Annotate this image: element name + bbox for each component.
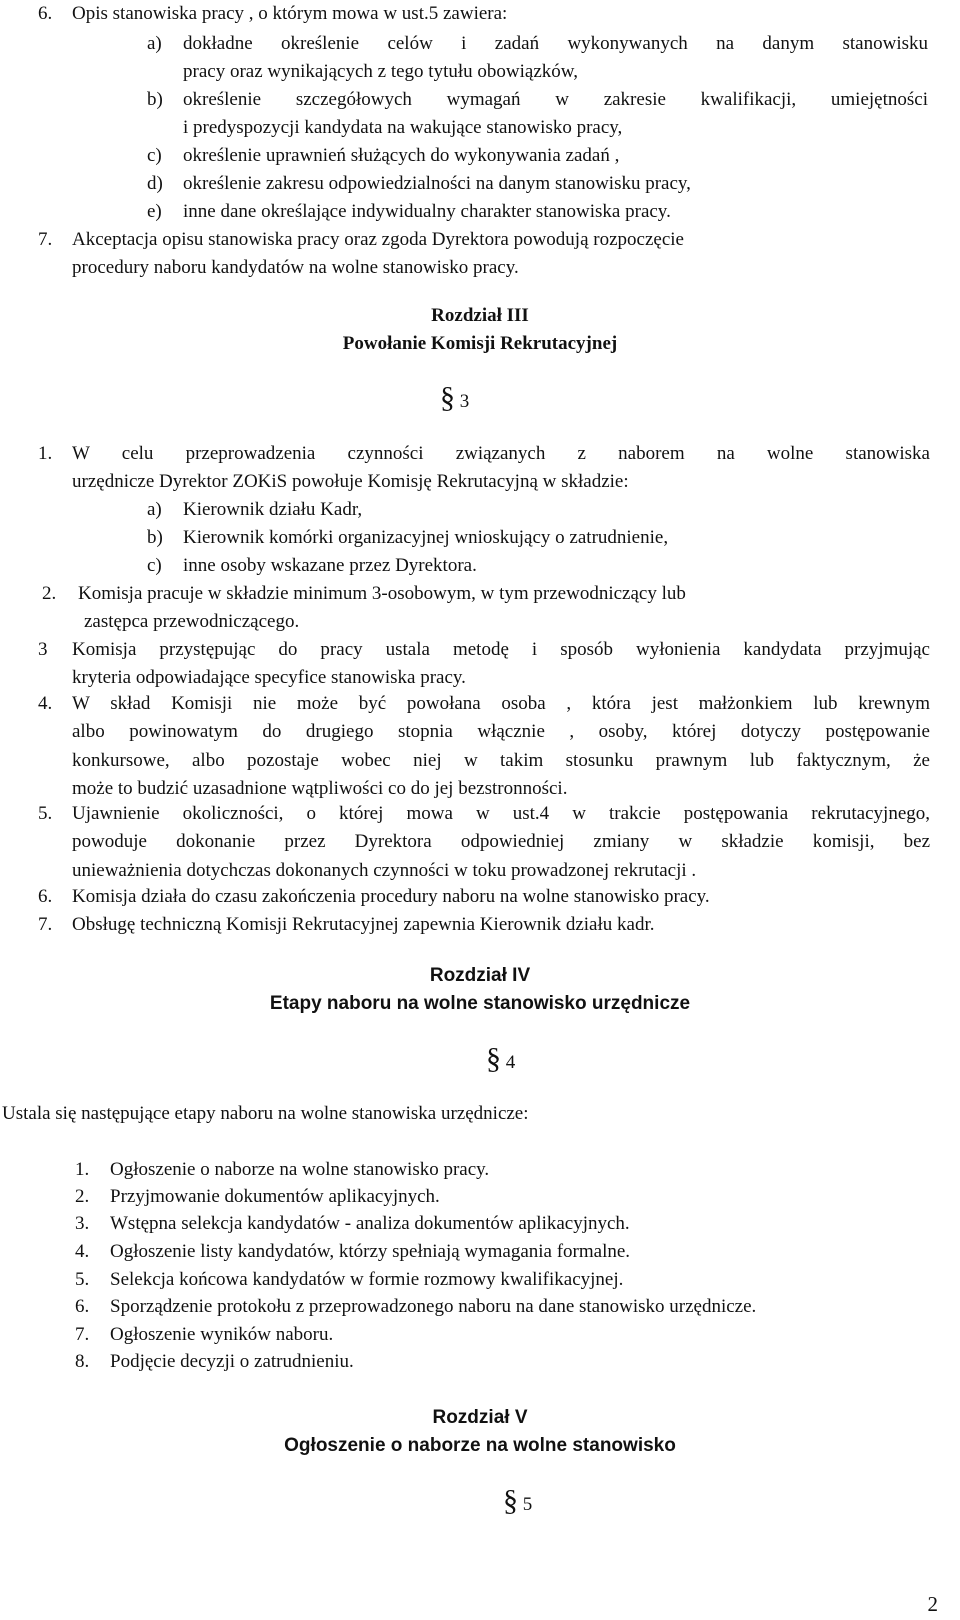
item-line: procedury naboru kandydatów na wolne stanowisko pracy. <box>72 257 519 279</box>
step-text: Podjęcie decyzji o zatrudnieniu. <box>110 1351 354 1372</box>
item-number: 5. <box>38 803 53 824</box>
sub-label: c) <box>147 555 162 576</box>
item-number: 6. <box>38 3 53 24</box>
section-sign-icon: § <box>486 1042 501 1075</box>
chapter-title: Rozdział V <box>432 1407 528 1428</box>
step-text: Selekcja końcowa kandydatów w formie rozmowy kwalifikacyjnej. <box>110 1269 624 1290</box>
item-text: Obsługę techniczną Komisji Rekrutacyjnej zapewnia Kierownik działu kadr. <box>72 914 655 935</box>
sub-item <box>183 30 928 87</box>
item-line: W celu przeprowadzenia czynności związanych z naborem na wolne stanowiska <box>72 443 930 464</box>
item-text <box>72 440 930 497</box>
sub-label: d) <box>147 173 163 194</box>
item-line: Komisja przystępując do pracy ustala metodę i sposób wyłonienia kandydata przyjmując <box>72 639 930 660</box>
item-line: zastępca przewodniczącego. <box>84 611 300 633</box>
item-text <box>72 226 932 283</box>
intro-text: Ustala się następujące etapy naboru na wolne stanowiska urzędnicze: <box>2 1103 529 1124</box>
sub-label: a) <box>147 499 162 520</box>
item-text <box>72 690 930 804</box>
sub-line: dokładne określenie celów i zadań wykonywanych na danym stanowisku <box>183 33 928 54</box>
item-line: kryteria odpowiadające specyfice stanowiska pracy. <box>72 667 466 689</box>
item-number: 1. <box>38 443 53 464</box>
sub-label: b) <box>147 527 163 548</box>
step-number: 4. <box>75 1241 90 1262</box>
sub-label: e) <box>147 201 162 222</box>
item-line: Komisja pracuje w składzie minimum 3-osobowym, w tym przewodniczący lub <box>78 583 686 604</box>
item-text: Opis stanowiska pracy , o którym mowa w ust.5 zawiera: <box>72 3 508 24</box>
item-number: 4. <box>38 693 53 714</box>
page-number: 2 <box>927 1592 938 1616</box>
chapter-title: Rozdział IV <box>429 965 531 986</box>
section-number: 3 <box>459 391 470 412</box>
item-line: może to budzić uzasadnione wątpliwości co do jej bezstronności. <box>72 778 568 800</box>
step-number: 6. <box>75 1296 90 1317</box>
item-line: Ujawnienie okoliczności, o której mowa w ust.4 w trakcie postępowania rekrutacyjnego, <box>72 803 930 824</box>
sub-line: określenie szczegółowych wymagań w zakresie kwalifikacji, umiejętności <box>183 89 928 110</box>
item-text <box>72 800 930 885</box>
sub-label: b) <box>147 89 163 110</box>
sub-item: Kierownik działu Kadr, <box>183 499 363 520</box>
item-text <box>78 580 928 637</box>
step-text: Sporządzenie protokołu z przeprowadzonego naboru na dane stanowisko urzędnicze. <box>110 1296 757 1317</box>
step-number: 8. <box>75 1351 90 1372</box>
step-number: 1. <box>75 1159 90 1180</box>
item-number: 6. <box>38 886 53 907</box>
step-number: 2. <box>75 1186 90 1207</box>
item-line: powoduje dokonanie przez Dyrektora odpowiedniej zmiany w składzie komisji, bez <box>72 831 930 853</box>
sub-item: określenie uprawnień służących do wykonywania zadań , <box>183 145 620 166</box>
sub-item <box>183 86 928 143</box>
step-text: Wstępna selekcja kandydatów - analiza dokumentów aplikacyjnych. <box>110 1213 630 1234</box>
chapter-subtitle: Ogłoszenie o naborze na wolne stanowisko <box>284 1435 676 1456</box>
item-number: 3 <box>38 639 48 660</box>
sub-item: inne dane określające indywidualny charakter stanowiska pracy. <box>183 201 671 222</box>
chapter-title: Rozdział III <box>431 305 529 326</box>
item-line: Akceptacja opisu stanowiska pracy oraz zgoda Dyrektora powodują rozpoczęcie <box>72 229 684 250</box>
section-marker <box>440 381 500 416</box>
section-marker <box>503 1484 563 1519</box>
section-sign-icon: § <box>503 1484 518 1517</box>
sub-label: a) <box>147 33 162 54</box>
sub-line: i predyspozycji kandydata na wakujące stanowisko pracy, <box>183 117 623 139</box>
step-text: Ogłoszenie wyników naboru. <box>110 1324 334 1345</box>
sub-line: pracy oraz wynikających z tego tytułu obowiązków, <box>183 61 578 83</box>
sub-item: określenie zakresu odpowiedzialności na danym stanowisku pracy, <box>183 173 691 194</box>
item-line: urzędnicze Dyrektor ZOKiS powołuje Komisję Rekrutacyjną w składzie: <box>72 471 629 493</box>
chapter-subtitle: Powołanie Komisji Rekrutacyjnej <box>342 333 618 354</box>
item-text <box>72 636 930 693</box>
item-number: 7. <box>38 229 53 250</box>
item-line: unieważnienia dotychczas dokonanych czynności w toku prowadzonej rekrutacji . <box>72 859 697 881</box>
section-number: 4 <box>505 1052 516 1073</box>
item-line: W skład Komisji nie może być powołana osoba , która jest małżonkiem lub krewnym <box>72 693 930 714</box>
section-number: 5 <box>522 1494 533 1515</box>
sub-item: Kierownik komórki organizacyjnej wnioskujący o zatrudnienie, <box>183 527 669 548</box>
section-marker <box>486 1042 546 1077</box>
step-number: 7. <box>75 1324 90 1345</box>
item-text: Komisja działa do czasu zakończenia procedury naboru na wolne stanowisko pracy. <box>72 886 710 907</box>
step-text: Ogłoszenie listy kandydatów, którzy spełniają wymagania formalne. <box>110 1241 631 1262</box>
section-sign-icon: § <box>440 381 455 414</box>
step-text: Przyjmowanie dokumentów aplikacyjnych. <box>110 1186 440 1207</box>
item-number: 7. <box>38 914 53 935</box>
item-number: 2. <box>42 583 57 604</box>
item-line: konkursowe, albo pozostaje wobec niej w takim stosunku prawnym lub faktycznym, że <box>72 749 930 771</box>
step-number: 3. <box>75 1213 90 1234</box>
chapter-subtitle: Etapy naboru na wolne stanowisko urzędnicze <box>269 993 691 1014</box>
sub-label: c) <box>147 145 162 166</box>
step-number: 5. <box>75 1269 90 1290</box>
item-line: albo powinowatym do drugiego stopnia włącznie , osoby, której dotyczy postępowanie <box>72 721 930 743</box>
sub-item: inne osoby wskazane przez Dyrektora. <box>183 555 477 576</box>
step-text: Ogłoszenie o naborze na wolne stanowisko pracy. <box>110 1159 490 1180</box>
